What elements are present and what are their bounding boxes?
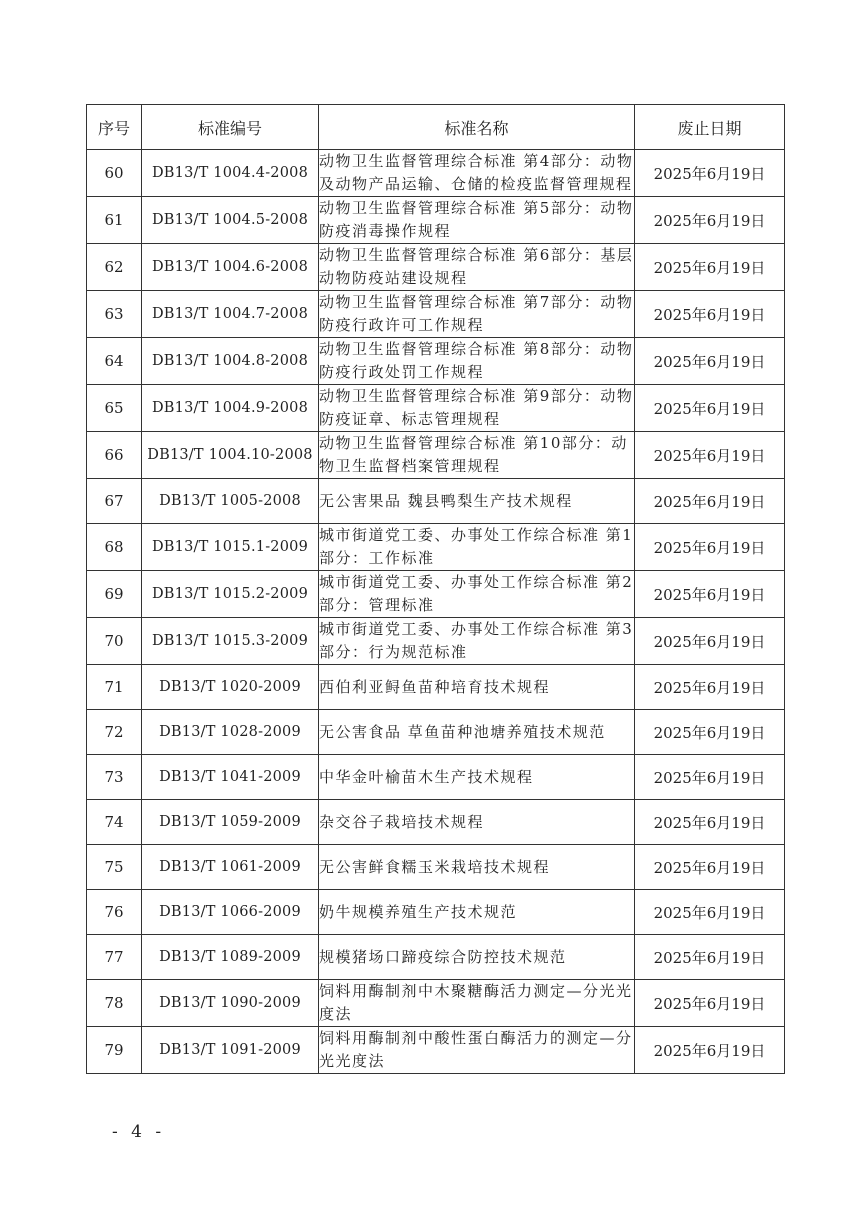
- row-serial-number: 68: [87, 524, 142, 571]
- row-standard-name: 无公害食品 草鱼苗种池塘养殖技术规范: [319, 710, 635, 755]
- row-repeal-date: 2025年6月19日: [635, 755, 785, 800]
- row-standard-name: 无公害鲜食糯玉米栽培技术规程: [319, 845, 635, 890]
- row-standard-code: DB13/T 1090-2009: [142, 980, 319, 1027]
- row-standard-name: 动物卫生监督管理综合标准 第6部分：基层动物防疫站建设规程: [319, 244, 635, 291]
- row-repeal-date: 2025年6月19日: [635, 385, 785, 432]
- row-standard-code: DB13/T 1041-2009: [142, 755, 319, 800]
- row-serial-number: 60: [87, 150, 142, 197]
- row-standard-name: 无公害果品 魏县鸭梨生产技术规程: [319, 479, 635, 524]
- row-standard-code: DB13/T 1066-2009: [142, 890, 319, 935]
- table-row: [87, 800, 785, 845]
- table-header-row: [87, 105, 785, 150]
- row-repeal-date: 2025年6月19日: [635, 432, 785, 479]
- table-row: [87, 571, 785, 618]
- row-standard-name: 规模猪场口蹄疫综合防控技术规范: [319, 935, 635, 980]
- table-body: [87, 150, 785, 1074]
- table-row: [87, 432, 785, 479]
- row-repeal-date: 2025年6月19日: [635, 845, 785, 890]
- row-serial-number: 67: [87, 479, 142, 524]
- row-repeal-date: 2025年6月19日: [635, 1027, 785, 1074]
- row-standard-code: DB13/T 1015.3-2009: [142, 618, 319, 665]
- row-standard-code: DB13/T 1004.9-2008: [142, 385, 319, 432]
- row-standard-code: DB13/T 1028-2009: [142, 710, 319, 755]
- row-serial-number: 72: [87, 710, 142, 755]
- row-repeal-date: 2025年6月19日: [635, 197, 785, 244]
- table-row: [87, 291, 785, 338]
- header-standard-code: 标准编号: [142, 105, 319, 150]
- table-row: [87, 755, 785, 800]
- row-repeal-date: 2025年6月19日: [635, 980, 785, 1027]
- row-standard-name: 杂交谷子栽培技术规程: [319, 800, 635, 845]
- row-repeal-date: 2025年6月19日: [635, 524, 785, 571]
- row-standard-name: 动物卫生监督管理综合标准 第8部分：动物防疫行政处罚工作规程: [319, 338, 635, 385]
- page-number: - 4 -: [112, 1122, 166, 1142]
- row-serial-number: 69: [87, 571, 142, 618]
- table-row: [87, 1027, 785, 1074]
- row-repeal-date: 2025年6月19日: [635, 291, 785, 338]
- row-repeal-date: 2025年6月19日: [635, 338, 785, 385]
- row-serial-number: 77: [87, 935, 142, 980]
- row-standard-code: DB13/T 1004.8-2008: [142, 338, 319, 385]
- standards-table: [86, 104, 785, 1074]
- row-serial-number: 70: [87, 618, 142, 665]
- row-repeal-date: 2025年6月19日: [635, 710, 785, 755]
- table-row: [87, 618, 785, 665]
- row-standard-name: 城市街道党工委、办事处工作综合标准 第1部分：工作标准: [319, 524, 635, 571]
- row-standard-name: 城市街道党工委、办事处工作综合标准 第3部分：行为规范标准: [319, 618, 635, 665]
- row-serial-number: 71: [87, 665, 142, 710]
- row-serial-number: 75: [87, 845, 142, 890]
- row-serial-number: 65: [87, 385, 142, 432]
- row-serial-number: 66: [87, 432, 142, 479]
- row-repeal-date: 2025年6月19日: [635, 618, 785, 665]
- row-standard-code: DB13/T 1004.10-2008: [142, 432, 319, 479]
- row-repeal-date: 2025年6月19日: [635, 244, 785, 291]
- row-serial-number: 63: [87, 291, 142, 338]
- row-standard-name: 城市街道党工委、办事处工作综合标准 第2部分：管理标准: [319, 571, 635, 618]
- table-row: [87, 338, 785, 385]
- table-row: [87, 385, 785, 432]
- table-row: [87, 890, 785, 935]
- row-repeal-date: 2025年6月19日: [635, 150, 785, 197]
- row-standard-code: DB13/T 1015.1-2009: [142, 524, 319, 571]
- row-standard-name: 动物卫生监督管理综合标准 第5部分：动物防疫消毒操作规程: [319, 197, 635, 244]
- row-standard-code: DB13/T 1020-2009: [142, 665, 319, 710]
- row-standard-code: DB13/T 1004.5-2008: [142, 197, 319, 244]
- header-serial-number: 序号: [87, 105, 142, 150]
- row-repeal-date: 2025年6月19日: [635, 890, 785, 935]
- table-row: [87, 150, 785, 197]
- row-standard-name: 西伯利亚鲟鱼苗种培育技术规程: [319, 665, 635, 710]
- row-serial-number: 64: [87, 338, 142, 385]
- row-serial-number: 73: [87, 755, 142, 800]
- row-repeal-date: 2025年6月19日: [635, 479, 785, 524]
- header-repeal-date: 废止日期: [635, 105, 785, 150]
- row-standard-code: DB13/T 1004.4-2008: [142, 150, 319, 197]
- row-serial-number: 79: [87, 1027, 142, 1074]
- row-repeal-date: 2025年6月19日: [635, 665, 785, 710]
- row-standard-code: DB13/T 1061-2009: [142, 845, 319, 890]
- table-row: [87, 665, 785, 710]
- table-row: [87, 935, 785, 980]
- table-row: [87, 710, 785, 755]
- row-standard-code: DB13/T 1089-2009: [142, 935, 319, 980]
- row-standard-name: 动物卫生监督管理综合标准 第10部分：动物卫生监督档案管理规程: [319, 432, 635, 479]
- row-serial-number: 61: [87, 197, 142, 244]
- row-standard-name: 动物卫生监督管理综合标准 第9部分：动物防疫证章、标志管理规程: [319, 385, 635, 432]
- row-standard-name: 饲料用酶制剂中木聚糖酶活力测定—分光光度法: [319, 980, 635, 1027]
- row-standard-name: 动物卫生监督管理综合标准 第4部分：动物及动物产品运输、仓储的检疫监督管理规程: [319, 150, 635, 197]
- row-serial-number: 74: [87, 800, 142, 845]
- row-serial-number: 62: [87, 244, 142, 291]
- row-standard-name: 动物卫生监督管理综合标准 第7部分：动物防疫行政许可工作规程: [319, 291, 635, 338]
- row-serial-number: 78: [87, 980, 142, 1027]
- row-standard-code: DB13/T 1004.6-2008: [142, 244, 319, 291]
- row-standard-code: DB13/T 1091-2009: [142, 1027, 319, 1074]
- table-row: [87, 244, 785, 291]
- row-serial-number: 76: [87, 890, 142, 935]
- table-row: [87, 479, 785, 524]
- row-standard-code: DB13/T 1005-2008: [142, 479, 319, 524]
- row-repeal-date: 2025年6月19日: [635, 800, 785, 845]
- header-standard-name: 标准名称: [319, 105, 635, 150]
- row-standard-name: 饲料用酶制剂中酸性蛋白酶活力的测定—分光光度法: [319, 1027, 635, 1074]
- row-repeal-date: 2025年6月19日: [635, 571, 785, 618]
- row-standard-name: 奶牛规模养殖生产技术规范: [319, 890, 635, 935]
- table-row: [87, 197, 785, 244]
- row-standard-name: 中华金叶榆苗木生产技术规程: [319, 755, 635, 800]
- row-repeal-date: 2025年6月19日: [635, 935, 785, 980]
- row-standard-code: DB13/T 1004.7-2008: [142, 291, 319, 338]
- table-row: [87, 524, 785, 571]
- table-row: [87, 845, 785, 890]
- row-standard-code: DB13/T 1059-2009: [142, 800, 319, 845]
- row-standard-code: DB13/T 1015.2-2009: [142, 571, 319, 618]
- table-row: [87, 980, 785, 1027]
